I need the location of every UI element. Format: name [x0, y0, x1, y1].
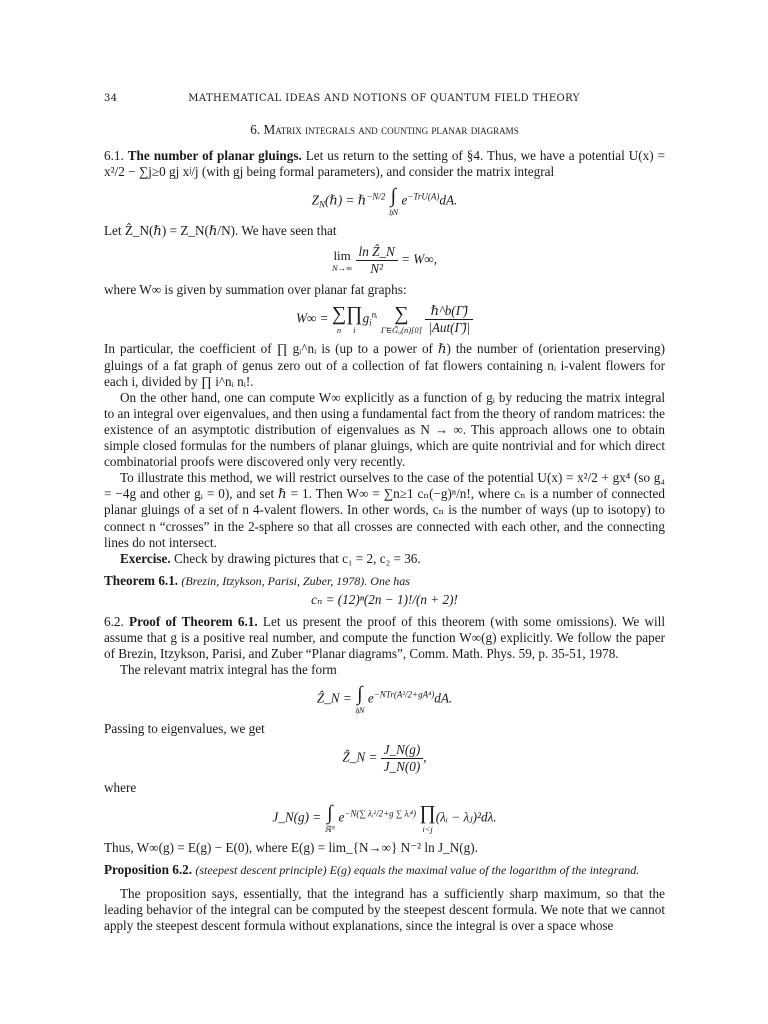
ratio-numerator: J_N(g) — [381, 742, 424, 759]
w-lhs: W∞ = — [295, 311, 329, 326]
integral-sign: ∫ 𝔥N — [388, 185, 399, 218]
subsection-number: 6.1. — [104, 148, 124, 164]
w-g-sub: i — [369, 318, 372, 328]
limit-label: lim — [333, 247, 351, 263]
ratio-denominator: J_N(0) — [383, 759, 421, 775]
equation-zn — [104, 185, 665, 218]
w-numerator: ℏ^b(Γ̃) — [425, 303, 473, 320]
eq1-exp: −NTr(A²/2+gA⁴) — [373, 689, 435, 700]
proposition-label: Proposition 6.2. — [104, 861, 193, 877]
theorem-text: (Brezin, Itzykson, Parisi, Zuber, 1978). One has — [181, 573, 410, 588]
passing-line: Passing to eigenvalues, we get — [104, 721, 265, 737]
eq1-integrand: e — [367, 690, 374, 706]
eq2-lhs: Ẑ_N = — [342, 749, 378, 765]
sum-over-graphs: ∑ Γ̃∈G̃₀(n)[0] — [380, 303, 422, 336]
subsection-6-1-intro — [104, 148, 665, 180]
paragraph-illustrate: To illustrate this method, we will restrict ourselves to the case of the potential U(x) = x²/2 + gx⁴ (so g₄ = −4g and other gᵢ = 0), and set ℏ = 1. Then W∞ = ∑n≥1 cₙ(−g)ⁿ/n!, where cₙ is a number of connected planar gluings of a set of n 4-valent flowers. In other words, cₙ is the number of ways (up to isotopy) to connect n “crosses” in the 2-sphere so that all crosses are connected with each other, and the connecting lines do not intersect. — [104, 470, 665, 550]
exercise-text: Check by drawing pictures that c₁ = 2, c₂ = 36. — [173, 550, 421, 566]
product-over-i: ∏ i — [346, 303, 363, 336]
eq3-integrand: e — [338, 809, 345, 825]
eq-zn-tail: dA. — [439, 192, 458, 208]
exercise — [104, 551, 665, 567]
running-title: MATHEMATICAL IDEAS AND NOTIONS OF QUANTUM FIELD THEORY — [188, 93, 580, 104]
final-paragraph: The proposition says, essentially, that the integrand has a sufficiently sharp maximum, so that the leading behavior of the integral can be computed by the steepest descent formula. We note that we cannot apply the steepest descent formula without explanations, since the integral is over a space whose — [104, 885, 665, 933]
limit-rhs: = W∞, — [401, 251, 437, 267]
subsection-text-6-2: Let us present the proof of this theorem (with some omissions). We will assume that g is a positive real number, and compute the function W∞(g) explicitly. We follow the paper of Brezin, Itzykson, Parisi, and Zuber “Planar diagrams”, Comm. Math. Phys. 59, p. 35-51, 1978. — [104, 613, 665, 662]
ratio-fraction — [381, 742, 427, 775]
limit-numerator: ln Ẑ_N — [356, 244, 398, 261]
eq-zn-text: (ℏ) = ℏ — [324, 192, 367, 208]
eq-zn-integrand-exp: −TrU(A) — [407, 191, 440, 202]
eq2-tail: , — [423, 749, 427, 765]
limit-fraction — [356, 244, 398, 277]
page-number: 34 — [104, 93, 118, 104]
product-pairs-index: i<j — [422, 823, 433, 834]
subsection-heading-6-2: Proof of Theorem 6.1. — [129, 613, 258, 629]
eq3-lhs: J_N(g) = — [272, 809, 322, 825]
exercise-label: Exercise. — [120, 550, 171, 566]
section-title: 6. Matrix integrals and counting planar diagrams — [250, 122, 519, 137]
equation-jn — [104, 802, 665, 835]
thus-line: Thus, W∞(g) = E(g) − E(0), where E(g) = lim_{N→∞} N⁻² ln J_N(g). — [104, 839, 478, 855]
sum-n-index: n — [336, 325, 342, 336]
w-denominator: |Aut(Γ̃)| — [428, 320, 471, 336]
eq-zn-symbol: Z — [311, 192, 319, 208]
eq-zn-exp: −N/2 — [366, 191, 386, 202]
theorem-formula: cₙ = (12)ⁿ(2n − 1)!/(n + 2)! — [311, 591, 458, 607]
where-line: where W∞ is given by summation over planar fat graphs: — [104, 282, 407, 298]
sum-over-n: ∑ n — [331, 303, 347, 336]
equation-w-infinity — [104, 303, 665, 336]
eq3-tail: (λᵢ − λⱼ)²dλ. — [435, 809, 497, 825]
integral-domain-3: ℝᴺ — [324, 823, 336, 834]
w-g-sup: nᵢ — [371, 310, 378, 320]
subsection-number-6-2: 6.2. — [104, 613, 124, 629]
eq-zn-sub: N — [318, 199, 325, 210]
eq-zn-integrand: e — [401, 192, 408, 208]
theorem-label: Theorem 6.1. — [104, 572, 179, 588]
equation-limit — [104, 244, 665, 277]
main-text — [104, 122, 665, 934]
limit-subscript: N→∞ — [332, 262, 353, 273]
spacer — [104, 878, 665, 886]
integral-sign-3: ∫ ℝᴺ — [324, 801, 336, 834]
equation-ratio — [104, 742, 665, 775]
limit-denominator: N² — [370, 261, 384, 277]
eq1-tail: dA. — [434, 690, 453, 706]
proposition-text: (steepest descent principle) E(g) equals the maximal value of the logarithm of the integrand. — [195, 862, 640, 877]
subsection-heading: The number of planar gluings. — [127, 148, 302, 164]
sum-graph-index: Γ̃∈G̃₀(n)[0] — [380, 325, 422, 336]
product-over-pairs: ∏ i<j — [419, 801, 436, 834]
limit-operator — [332, 248, 352, 274]
integral-sign-2: ∫ 𝔥N — [355, 683, 365, 716]
product-i-index: i — [353, 325, 356, 336]
proposition-6-2 — [104, 862, 665, 878]
integral-domain-2: 𝔥N — [355, 705, 365, 716]
eq3-exp: −N(∑ λᵢ²/2+g ∑ λᵢ⁴) — [344, 808, 417, 819]
paragraph-coefficient: In particular, the coefficient of ∏ gᵢ^nᵢ is (up to a power of ℏ) the number of (orientation preserving) gluings of a fat graph of genus zero out of a collection of fat flowers containing nᵢ i-valent flowers for each i, divided by ∏ i^nᵢ nᵢ!. — [104, 341, 665, 389]
integral-domain: 𝔥N — [388, 207, 399, 218]
w-fraction — [425, 303, 473, 336]
theorem-6-1 — [104, 573, 665, 589]
subsection-6-2 — [104, 614, 665, 662]
w-g: g — [362, 311, 370, 326]
eq1-lhs: Ẑ_N = — [316, 690, 352, 706]
running-header — [104, 93, 664, 107]
paragraph-eigenvalues: On the other hand, one can compute W∞ explicitly as a function of gᵢ by reducing the matrix integral to an integral over eigenvalues, and then using a fundamental fact from the theory of random matrices: the existence of an asymptotic distribution of eigenvalues as N → ∞. This approach allows one to obtain simple closed formulas for the numbers of planar gluings, which are quite nontrivial and for which direct combinatorial proofs were discovered only very recently. — [104, 389, 666, 470]
let-line: Let Ẑ_N(ℏ) = Z_N(ℏ/N). We have seen that — [104, 223, 337, 239]
relevant-line: The relevant matrix integral has the form — [120, 662, 337, 678]
equation-zn-hat — [104, 683, 665, 716]
where-label: where — [104, 780, 137, 796]
subsection-intro-text: Let us return to the setting of §4. Thus, we have a potential U(x) = x²/2 − ∑j≥0 gj xʲ/j (with gj being formal parameters), and consider the matrix integral — [104, 148, 666, 180]
